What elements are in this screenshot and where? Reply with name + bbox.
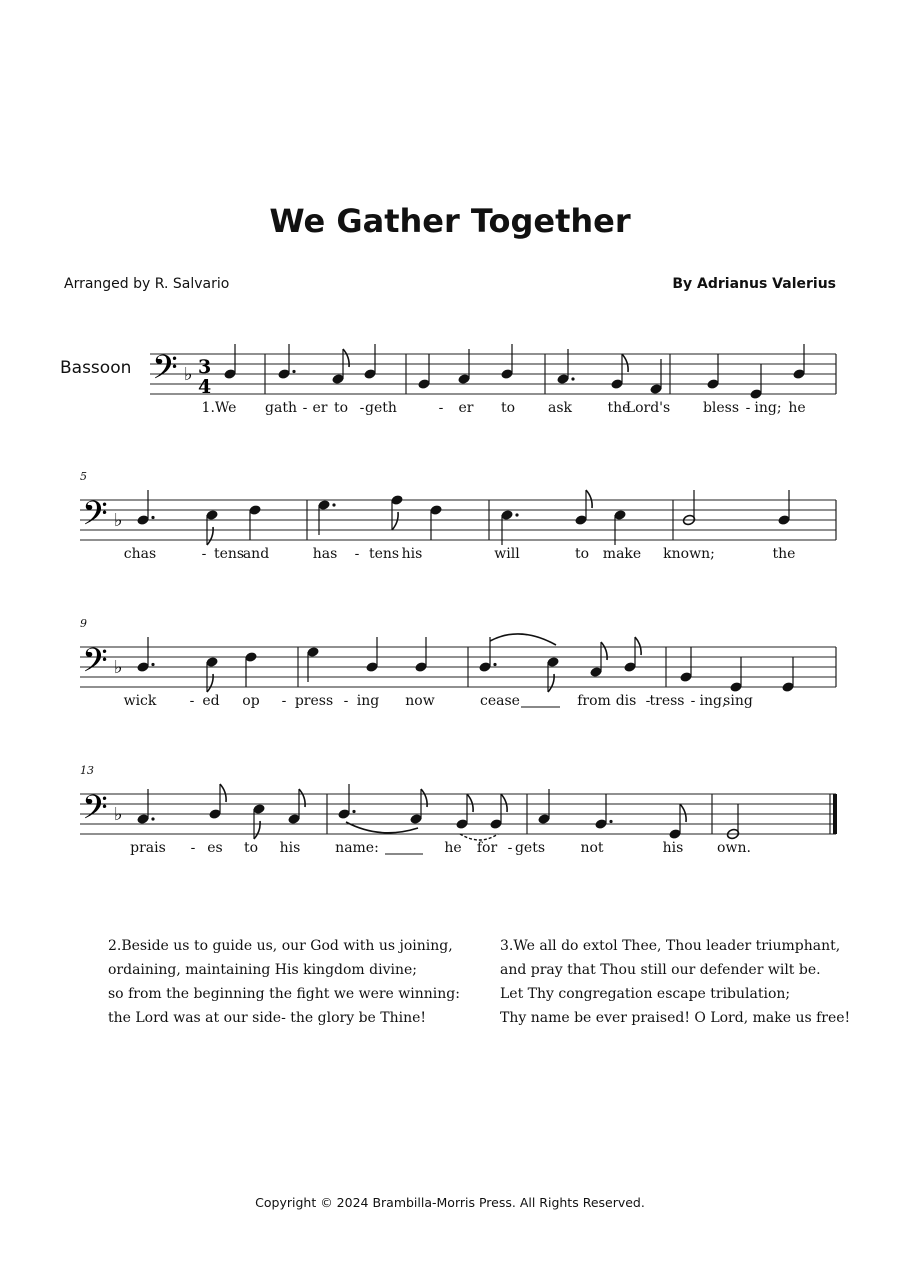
arranger-credit: Arranged by R. Salvario bbox=[64, 276, 230, 292]
eighth-flag bbox=[586, 490, 592, 508]
lyric-hyphen: - bbox=[189, 693, 195, 709]
lyric-syllable: he bbox=[788, 400, 806, 416]
staff-system bbox=[150, 344, 836, 416]
lyric-hyphen: - bbox=[190, 840, 196, 856]
lyric-syllable: er bbox=[458, 400, 474, 416]
lyric-syllable: tens bbox=[213, 546, 245, 562]
lyric-syllable: to bbox=[333, 400, 349, 416]
augmentation-dot bbox=[332, 503, 335, 506]
lyric-syllable: geth bbox=[365, 400, 397, 416]
verse-line: the Lord was at our side- the glory be Thine! bbox=[108, 1010, 427, 1026]
lyric-hyphen: - bbox=[354, 546, 360, 562]
eighth-flag bbox=[680, 804, 686, 822]
augmentation-dot bbox=[493, 663, 496, 666]
lyric-syllable: and bbox=[242, 546, 270, 562]
lyric-hyphen: - bbox=[359, 400, 365, 416]
staff-system bbox=[80, 764, 837, 856]
lyric-syllable: ing bbox=[356, 693, 380, 709]
lyric-syllable: sing bbox=[723, 693, 753, 709]
verse-line: 2.Beside us to guide us, our God with us joining, bbox=[108, 938, 453, 954]
lyric-hyphen: - bbox=[281, 693, 287, 709]
lyric-syllable: make bbox=[602, 546, 642, 562]
lyric-syllable: press bbox=[294, 693, 334, 709]
lyric-syllable: he bbox=[444, 840, 462, 856]
final-barline bbox=[833, 794, 837, 834]
lyric-syllable: now bbox=[405, 693, 435, 709]
flat-key-signature-icon: ♭ bbox=[114, 510, 123, 531]
verse-3 bbox=[500, 934, 850, 1030]
augmentation-dot bbox=[151, 663, 154, 666]
lyric-syllable: to bbox=[500, 400, 516, 416]
eighth-flag bbox=[392, 512, 398, 530]
lyric-syllable: chas bbox=[123, 546, 157, 562]
lyric-hyphen: - bbox=[201, 546, 207, 562]
eighth-flag bbox=[501, 794, 507, 812]
lyric-syllable: dis bbox=[615, 693, 637, 709]
augmentation-dot bbox=[515, 513, 518, 516]
verse-2 bbox=[108, 934, 460, 1030]
lyric-syllable: to bbox=[574, 546, 590, 562]
measure-number: 5 bbox=[80, 470, 87, 483]
instrument-label: Bassoon bbox=[60, 358, 132, 378]
staff-system bbox=[80, 470, 836, 562]
lyric-hyphen: - bbox=[302, 400, 308, 416]
verse-line: Thy name be ever praised! O Lord, make us free! bbox=[500, 1010, 851, 1026]
lyric-syllable: own. bbox=[717, 840, 751, 856]
copyright-notice: Copyright © 2024 Brambilla-Morris Press. All Rights Reserved. bbox=[255, 1195, 645, 1210]
augmentation-dot bbox=[151, 817, 154, 820]
eighth-flag bbox=[220, 784, 226, 802]
lyric-syllable: the bbox=[607, 400, 631, 416]
lyric-hyphen: - bbox=[438, 400, 444, 416]
flat-key-signature-icon: ♭ bbox=[114, 804, 123, 825]
lyric-syllable: ing, bbox=[699, 693, 727, 709]
bass-clef-icon: 𝄢 bbox=[82, 642, 108, 688]
lyric-syllable: the bbox=[772, 546, 796, 562]
time-signature-top: 3 bbox=[198, 356, 212, 378]
augmentation-dot bbox=[609, 820, 612, 823]
lyric-syllable: tens bbox=[368, 546, 400, 562]
composer-credit: By Adrianus Valerius bbox=[672, 276, 836, 292]
lyric-syllable: known; bbox=[663, 546, 715, 562]
lyric-syllable: his bbox=[279, 840, 301, 856]
lyric-syllable: for bbox=[476, 840, 498, 856]
staff-system bbox=[80, 617, 836, 709]
lyric-syllable: gets bbox=[514, 840, 546, 856]
lyric-hyphen: - bbox=[343, 693, 349, 709]
lyric-syllable: from bbox=[577, 693, 611, 709]
lyric-syllable: will bbox=[494, 546, 520, 562]
augmentation-dot bbox=[352, 810, 355, 813]
augmentation-dot bbox=[292, 370, 295, 373]
lyric-hyphen: - bbox=[507, 840, 513, 856]
augmentation-dot bbox=[151, 516, 154, 519]
measure-number: 13 bbox=[80, 764, 94, 777]
lyric-syllable: has bbox=[312, 546, 338, 562]
verse-line: and pray that Thou still our defender wilt be. bbox=[500, 962, 821, 978]
eighth-flag bbox=[467, 794, 473, 812]
bass-clef-icon: 𝄢 bbox=[152, 349, 178, 395]
lyric-syllable: Lord's bbox=[625, 400, 671, 416]
lyric-syllable: 1.We bbox=[201, 400, 237, 416]
lyric-hyphen: - bbox=[645, 693, 651, 709]
verse-line: Let Thy congregation escape tribulation; bbox=[500, 986, 791, 1002]
lyric-syllable: gath bbox=[265, 400, 297, 416]
flat-key-signature-icon: ♭ bbox=[184, 364, 193, 385]
verse-line: ordaining, maintaining His kingdom divine; bbox=[108, 962, 417, 978]
eighth-flag bbox=[622, 354, 628, 372]
lyric-syllable: wick bbox=[123, 693, 157, 709]
lyric-syllable: er bbox=[312, 400, 328, 416]
lyric-syllable: es bbox=[207, 840, 223, 856]
lyric-hyphen: - bbox=[745, 400, 751, 416]
lyric-syllable: cease bbox=[480, 693, 520, 709]
bass-clef-icon: 𝄢 bbox=[82, 495, 108, 541]
verse-line: so from the beginning the fight we were winning: bbox=[108, 986, 460, 1002]
verse-line: 3.We all do extol Thee, Thou leader triumphant, bbox=[500, 938, 841, 954]
lyric-syllable: op bbox=[242, 693, 260, 709]
lyric-syllable: name: bbox=[335, 840, 379, 856]
lyric-syllable: bless bbox=[702, 400, 740, 416]
measure-number: 9 bbox=[80, 617, 87, 630]
augmentation-dot bbox=[571, 377, 574, 380]
slur bbox=[490, 634, 556, 645]
lyric-syllable: tress bbox=[649, 693, 685, 709]
lyric-syllable: prais bbox=[130, 840, 166, 856]
page-title: We Gather Together bbox=[269, 202, 631, 240]
lyric-syllable: his bbox=[662, 840, 684, 856]
time-signature-bottom: 4 bbox=[198, 376, 212, 398]
lyric-syllable: to bbox=[243, 840, 259, 856]
lyric-syllable: his bbox=[401, 546, 423, 562]
lyric-syllable: ask bbox=[547, 400, 573, 416]
lyric-syllable: ing; bbox=[754, 400, 782, 416]
lyric-syllable: ed bbox=[202, 693, 220, 709]
lyric-hyphen: - bbox=[690, 693, 696, 709]
bass-clef-icon: 𝄢 bbox=[82, 789, 108, 835]
eighth-flag bbox=[635, 637, 641, 655]
flat-key-signature-icon: ♭ bbox=[114, 657, 123, 678]
lyric-syllable: not bbox=[580, 840, 604, 856]
